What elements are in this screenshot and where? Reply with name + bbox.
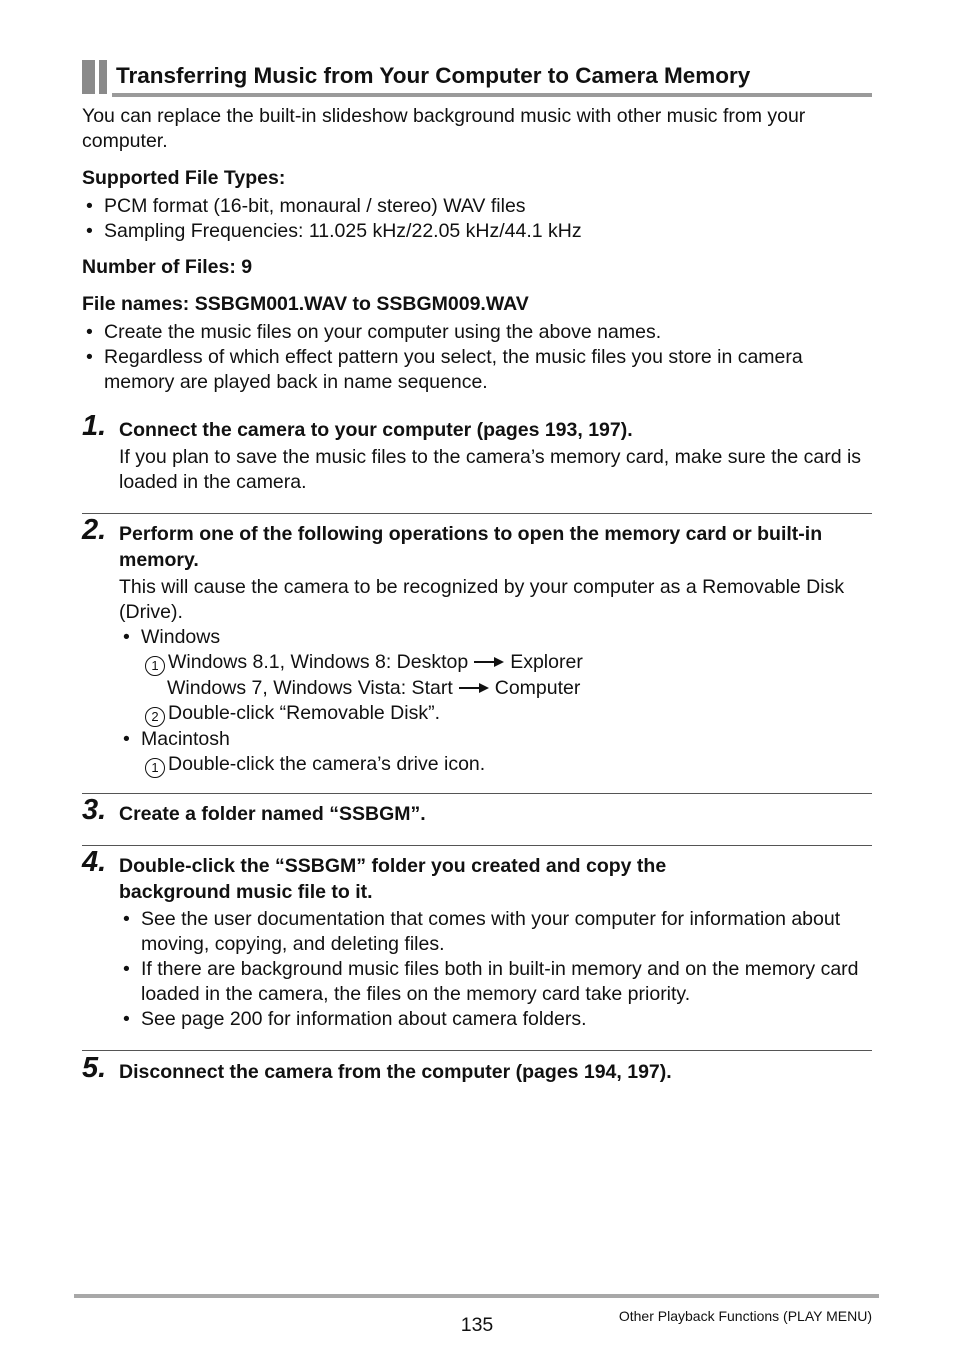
step-divider	[82, 793, 872, 794]
step-4	[82, 846, 872, 1032]
header-marker-block	[82, 60, 95, 94]
os-label-windows: Windows	[141, 626, 221, 648]
instruction-text: Double-click the camera’s drive icon.	[168, 753, 486, 775]
list-item: • Regardless of which effect pattern you select, the music files you store in camera memory are played back in name sequence.	[82, 345, 872, 395]
step-number: 3.	[82, 794, 107, 826]
step-body: This will cause the camera to be recognized by your computer as a Removable Disk (Drive).	[119, 576, 845, 623]
file-names-heading: File names: SSBGM001.WAV to SSBGM009.WAV	[82, 293, 529, 315]
step-body: If you plan to save the music files to the camera’s memory card, make sure the card is loaded in the camera.	[119, 446, 862, 493]
mac-instruction-1	[141, 752, 872, 778]
header-marker-block	[99, 60, 107, 94]
list-item: • Create the music files on your computer using the above names.	[82, 320, 872, 345]
step-number: 4.	[82, 846, 107, 878]
step-number: 2.	[82, 514, 107, 546]
list-item: • If there are background music files both in built-in memory and on the memory card loaded in the camera, the files on the memory card take priority.	[119, 957, 872, 1007]
supported-file-types-heading: Supported File Types:	[82, 167, 286, 189]
windows-instruction-1-alt	[141, 676, 872, 701]
circled-number-2: 2	[145, 707, 165, 727]
step-heading: Double-click the “SSBGM” folder you created and copy the background music file to it.	[119, 855, 667, 903]
circled-number-1: 1	[145, 656, 165, 676]
right-arrow-icon	[474, 657, 504, 667]
step-heading: Disconnect the camera from the computer (pages 194, 197).	[119, 1061, 672, 1083]
instruction-text: Windows 7, Windows Vista: Start	[167, 677, 453, 699]
intro-paragraph: You can replace the built-in slideshow background music with other music from your computer.	[82, 105, 806, 152]
step-divider	[82, 513, 872, 514]
os-label-macintosh: Macintosh	[141, 728, 230, 750]
instruction-text: Windows 8.1, Windows 8: Desktop	[168, 651, 469, 673]
footer-section-label: Other Playback Functions (PLAY MENU)	[618, 1308, 872, 1324]
page-number: 135	[460, 1314, 494, 1336]
instruction-text: Explorer	[510, 651, 583, 673]
list-item: • See the user documentation that comes with your computer for information about moving, copying, and deleting files.	[119, 907, 872, 957]
step-heading: Connect the camera to your computer (pages 193, 197).	[119, 419, 633, 441]
header-underline	[112, 93, 872, 97]
list-item: • PCM format (16-bit, monaural / stereo) WAV files	[82, 194, 872, 219]
step-number: 1.	[82, 410, 107, 442]
os-instructions-list	[119, 625, 872, 778]
step-5	[82, 1052, 872, 1085]
step-divider	[82, 845, 872, 846]
step-divider	[82, 1050, 872, 1051]
step-heading: Create a folder named “SSBGM”.	[119, 803, 426, 825]
list-item-macintosh	[119, 727, 872, 778]
footer-rule	[74, 1294, 879, 1298]
page-title: Transferring Music from Your Computer to Camera Memory	[116, 63, 751, 88]
step-notes-list	[119, 907, 872, 1032]
right-arrow-icon	[459, 683, 489, 693]
list-item: • See page 200 for information about camera folders.	[119, 1007, 872, 1032]
list-item: • Sampling Frequencies: 11.025 kHz/22.05 kHz/44.1 kHz	[82, 219, 872, 244]
instruction-text: Computer	[494, 677, 581, 699]
step-number: 5.	[82, 1052, 107, 1084]
list-item-windows	[119, 625, 872, 727]
step-heading: Perform one of the following operations to open the memory card or built-in memory.	[119, 523, 823, 571]
step-1	[82, 410, 872, 495]
file-names-list	[82, 320, 872, 395]
step-3	[82, 794, 872, 827]
supported-file-types-list	[82, 194, 872, 244]
windows-instruction-2	[141, 701, 872, 727]
number-of-files-heading: Number of Files: 9	[82, 256, 253, 278]
instruction-text: Double-click “Removable Disk”.	[168, 702, 440, 724]
circled-number-1: 1	[145, 758, 165, 778]
section-header	[82, 58, 872, 98]
step-2	[82, 514, 872, 778]
windows-instruction-1	[141, 650, 872, 676]
